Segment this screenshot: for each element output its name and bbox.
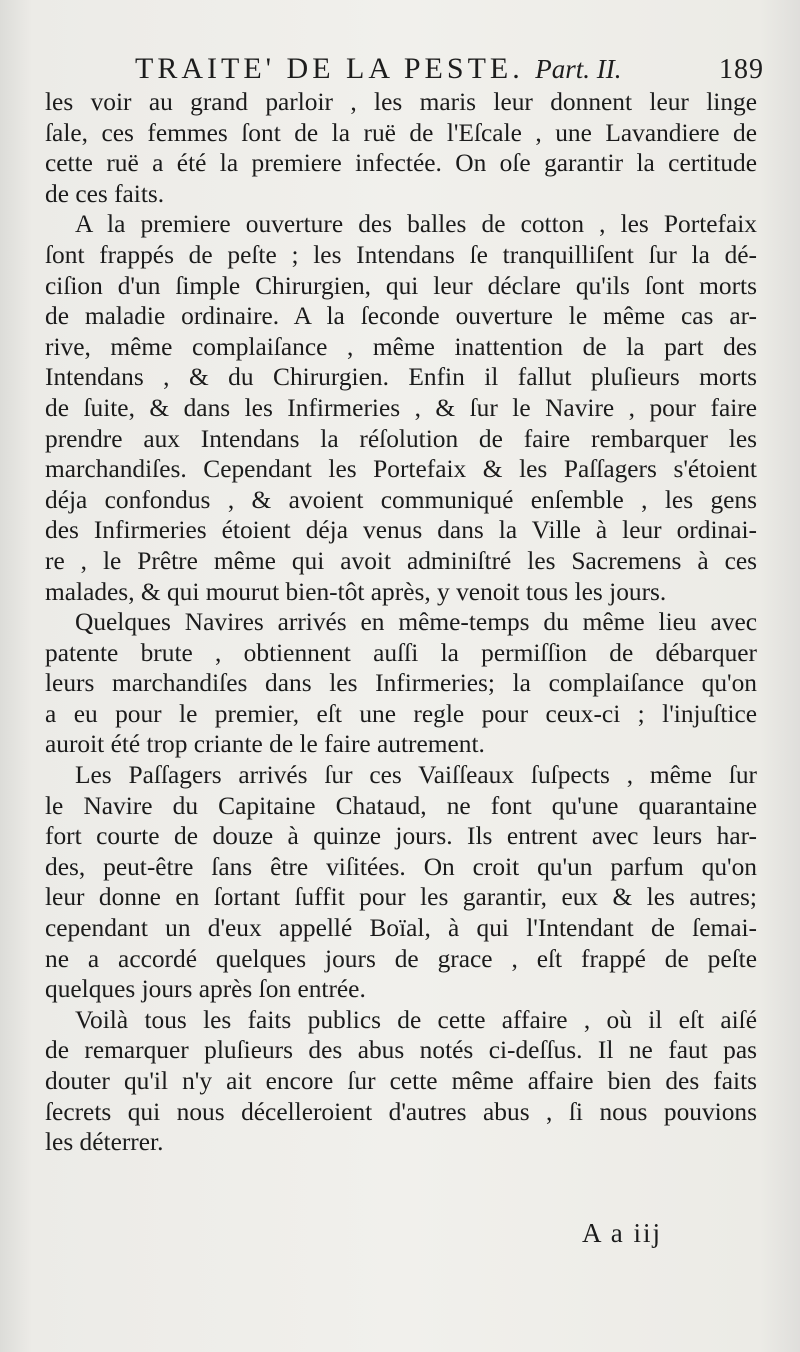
text-line: Quelques Navires arrivés en même-temps du même lieu avec [75,608,757,637]
paragraph [45,209,757,607]
body-text [45,87,757,1158]
text-line: fort courte de douze à quinze jours. Ils entrent avec leurs har- [45,822,757,851]
text-line: leurs marchandiſes dans les Infirmeries; la complaiſance qu'on [45,669,757,698]
text-line: Intendans , & du Chirurgien. Enfin il fallut pluſieurs morts [45,363,757,392]
text-line: A la premiere ouverture des balles de cotton , les Portefaix [75,210,757,239]
text-line: cependant un d'eux appellé Boïal, à qui l'Intendant de ſemai- [45,914,757,943]
paragraph [45,607,757,760]
running-title [135,52,621,86]
text-line: prendre aux Intendans la réſolution de faire rembarquer les [45,424,757,453]
text-line: Les Paſſagers arrivés ſur ces Vaiſſeaux ſuſpects , même ſur [75,761,757,790]
text-line: douter qu'il n'y ait encore ſur cette même affaire bien des faits [45,1067,757,1095]
text-line: déja confondus , & avoient communiqué enſemble , les gens [45,485,757,514]
text-line: ſont frappés de peſte ; les Intendans ſe tranquilliſent ſur la dé- [45,240,757,269]
page-number: 189 [719,54,764,85]
text-line: ne a accordé quelques jours de grace , eſt frappé de peſte [45,944,757,973]
text-line: rive, même complaiſance , même inattention de la part des [45,332,757,361]
text-line: leur donne en ſortant ſuffit pour les garantir, eux & les autres; [45,883,757,912]
text-line: ſale, ces femmes ſont de la ruë de l'Eſcale , une Lavandiere de [45,118,757,147]
paragraph [45,760,757,1005]
text-line: patente brute , obtiennent auſſi la permiſſion de débarquer [45,638,757,667]
text-line: re , le Prêtre même qui avoit adminiſtré les Sacremens à ces [45,546,757,575]
signature-mark: A a iij [582,1218,662,1248]
text-line: ſecrets qui nous décelleroient d'autres abus , ſi nous pouvions [45,1097,757,1126]
text-line: le Navire du Capitaine Chataud, ne font qu'une quarantaine [45,791,757,820]
text-line: cette ruë a été la premiere infectée. On oſe garantir la certitude [45,149,757,178]
text-line: marchandiſes. Cependant les Portefaix & les Paſſagers s'étoient [45,455,757,484]
text-line: Voilà tous les faits publics de cette affaire , où il eſt aiſé [75,1005,757,1034]
text-line: de ces faits. [45,179,165,208]
text-line: les voir au grand parloir , les maris leur donnent leur linge [45,88,757,116]
text-line: de maladie ordinaire. A la ſeconde ouverture le même cas ar- [45,302,757,331]
running-head [40,52,772,88]
text-line: a eu pour le premier, eſt une regle pour ceux-ci ; l'injuſtice [45,699,757,728]
text-line: de remarquer pluſieurs des abus notés ci-deſſus. Il ne faut pas [45,1036,757,1065]
text-line: malades, & qui mourut bien-tôt après, y venoit tous les jours. [45,577,667,606]
text-line: des Infirmeries étoient déja venus dans la Ville à leur ordinai- [45,516,757,545]
text-line: quelques jours après ſon entrée. [45,975,366,1004]
text-line: ciſion d'un ſimple Chirurgien, qui leur déclare qu'ils ſont morts [45,271,757,300]
text-line: des, peut-être ſans être viſitées. On croit qu'un parfum qu'on [45,852,757,881]
text-line: les déterrer. [45,1128,164,1157]
paragraph [45,1005,757,1158]
running-title-text: TRAITE' DE LA PESTE. [135,52,524,85]
running-part: Part. II. [535,54,622,84]
text-line: de ſuite, & dans les Infirmeries , & ſur le Navire , pour faire [45,393,757,422]
paragraph [45,87,757,209]
text-line: auroit été trop criante de le faire autrement. [45,730,485,759]
